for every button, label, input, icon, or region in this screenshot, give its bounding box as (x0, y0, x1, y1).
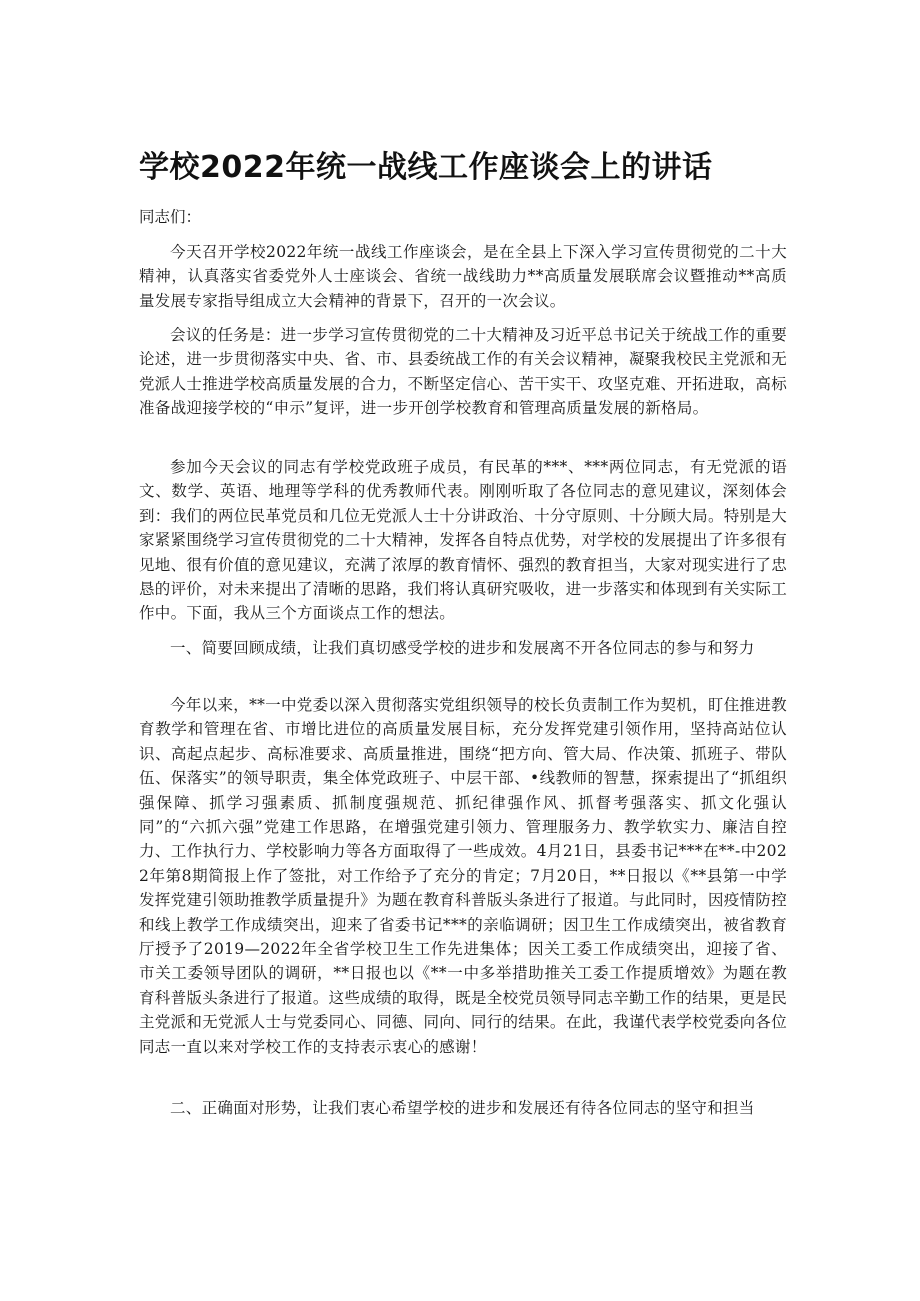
paragraph-achievements: 今年以来，**一中党委以深入贯彻落实党组织领导的校长负责制工作为契机，盯住推进教育教学和管理在省、市增比进位的高质量发展目标，充分发挥党建引领作用，坚持高站位认识、高起点起步、高标准要求、高质量推进，围绕“把方向、管大局、作决策、抓班子、带队伍、保落实”的领导职责，集全体党政班子、中层干部、•线教师的智慧，探索提出了“抓组织强保障、抓学习强素质、抓制度强规范、抓纪律强作风、抓督考强落实、抓文化强认同”的“六抓六强”党建工作思路，在增强党建引领力、管理服务力、教学软实力、廉洁自控力、工作执行力、学校影响力等各方面取得了一些成效。4月21日，县委书记***在**-中2022年第8期简报上作了签批，对工作给予了充分的肯定；7月20日，**日报以《**县第一中学发挥党建引领助推教学质量提升》为题在教育科普版头条进行了报道。与此同时，因疫情防控和线上教学工作成绩突出，迎来了省委书记***的亲临调研；因卫生工作成绩突出，被省教育厅授予了2019—2022年全省学校卫生工作先进集体；因关工委工作成绩突出，迎接了省、市关工委领导团队的调研，**日报也以《**一中多举措助推关工委工作提质增效》为题在教育科普版头条进行了报道。这些成绩的取得，既是全校党员领导同志辛勤工作的结果，更是民主党派和无党派人士与党委同心、同德、同向、同行的结果。在此，我谨代表学校党委向各位同志一直以来对学校工作的支持表示衷心的感谢！ (139, 696, 787, 1056)
section-heading-one: 一、简要回顾成绩，让我们真切感受学校的进步和发展离不开各位同志的参与和努力 (170, 639, 755, 657)
paragraph-attendees: 参加今天会议的同志有学校党政班子成员，有民革的***、***两位同志，有无党派的语文、数学、英语、地理等学科的优秀教师代表。刚刚听取了各位同志的意见建议，深刻体会到：我们的两位民革党员和几位无党派人士十分讲政治、十分守原则、十分顾大局。特别是大家紧紧围绕学习宣传贯彻党的二十大精神，发挥各自特点优势，对学校的发展提出了许多很有见地、很有价值的意见建议，充满了浓厚的教育情怀、强烈的教育担当，大家对现实进行了忠恳的评价，对未来提出了清晰的思路，我们将认真研究吸收，进一步落实和体现到有关实际工作中。下面，我从三个方面谈点工作的想法。 (139, 458, 787, 623)
section-heading-two: 二、正确面对形势，让我们衷心希望学校的进步和发展还有待各位同志的坚守和担当 (170, 1099, 755, 1117)
paragraph-meeting-task: 会议的任务是：进一步学习宣传贯彻党的二十大精神及习近平总书记关于统战工作的重要论述，进一步贯彻落实中央、省、市、县委统战工作的有关会议精神，凝聚我校民主党派和无党派人士推进学校高质量发展的合力，不断坚定信心、苦干实干、攻坚克难、开拓进取，高标准备战迎接学校的“申示”复评，进一步开创学校教育和管理高质量发展的新格局。 (139, 326, 787, 418)
salutation: 同志们： (139, 208, 202, 226)
document-title: 学校2022年统一战线工作座谈会上的讲话 (139, 150, 713, 185)
paragraph-opening: 今天召开学校2022年统一战线工作座谈会，是在全县上下深入学习宣传贯彻党的二十大精神，认真落实省委党外人士座谈会、省统一战线助力**高质量发展联席会议暨推动**高质量发展专家指导组成立大会精神的背景下，召开的一次会议。 (139, 243, 787, 310)
